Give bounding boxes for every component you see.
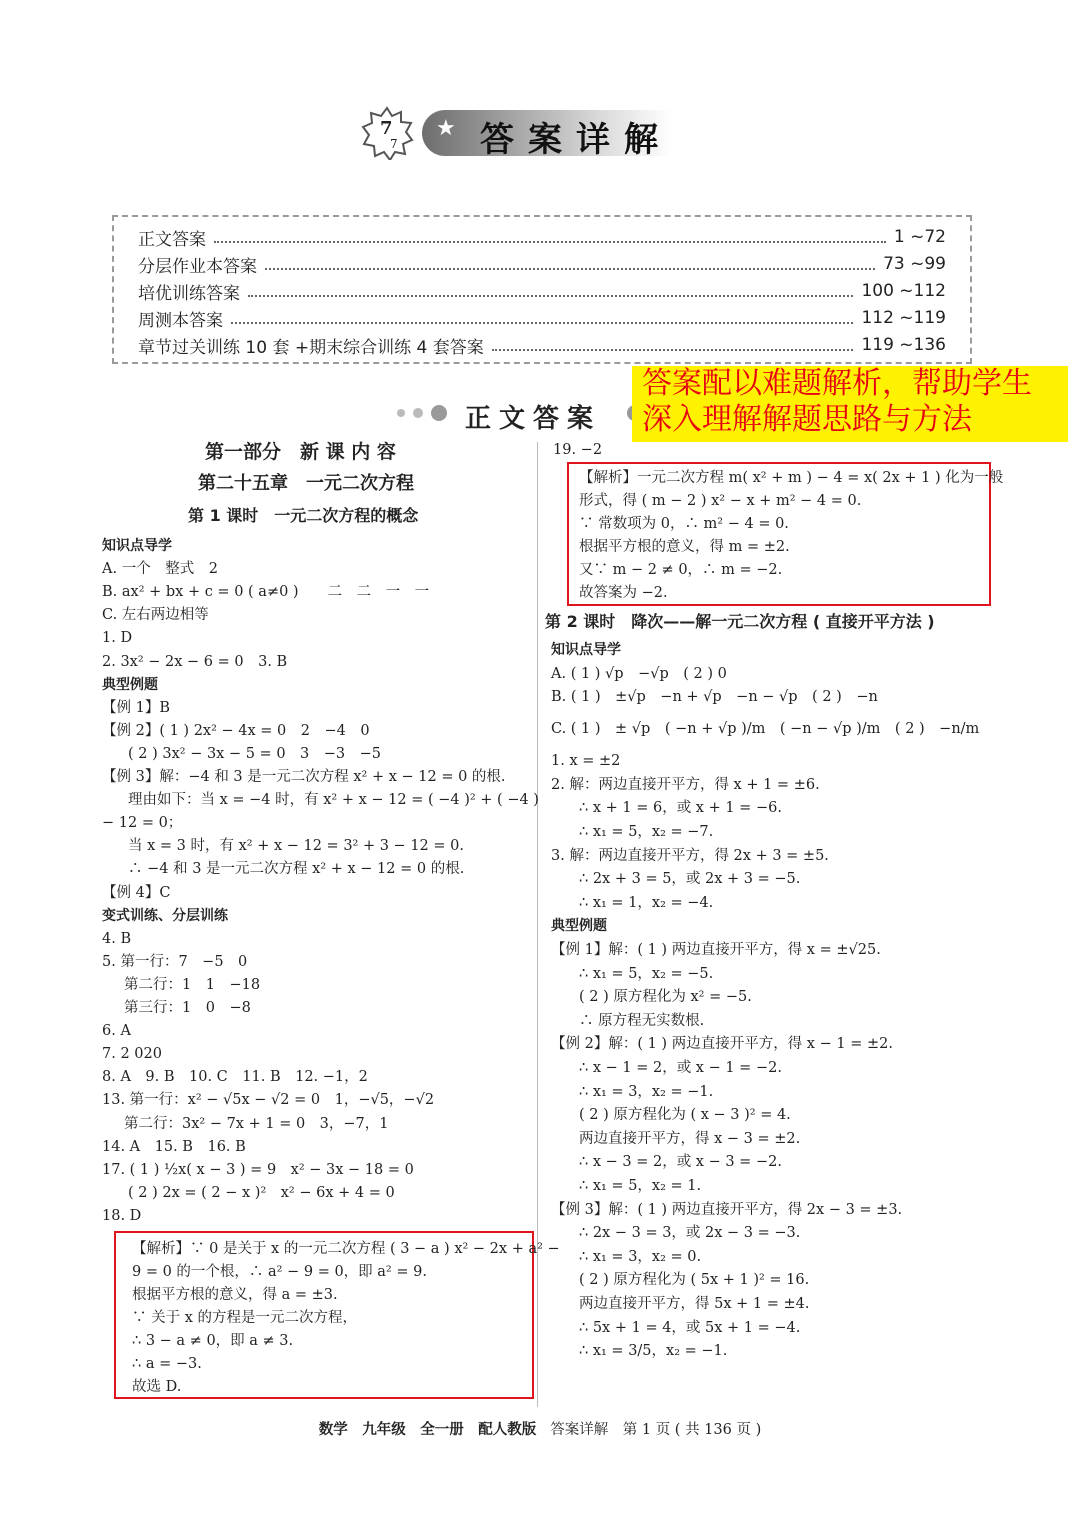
answer-line: 【例 2】解：( 1 ) 两边直接开平方，得 x − 1 = ±2. <box>551 1036 893 1053</box>
toc-leader <box>248 285 853 297</box>
subsection-title: 变式训练、分层训练 <box>102 907 228 924</box>
answer-line: C. 左右两边相等 <box>102 607 209 624</box>
answer-line: ∴ x₁ = 5，x₂ = −5. <box>579 965 714 982</box>
answer-line: 5. 第一行：7 −5 0 <box>102 953 248 970</box>
answer-line: 13. 第一行：x² − √5x − √2 = 0 1，−√5，−√2 <box>102 1092 435 1109</box>
answer-line: 3. 解：两边直接开平方，得 2x + 3 = ±5. <box>551 847 829 864</box>
answer-line: 19. −2 <box>553 442 603 458</box>
toc-leader <box>231 312 853 324</box>
toc-row <box>138 333 946 357</box>
answer-line: ( 2 ) 原方程化为 x² = −5. <box>579 989 752 1006</box>
answer-line: ( 2 ) 2x = ( 2 − x )² x² − 6x + 4 = 0 <box>128 1184 395 1201</box>
page-footer <box>0 1418 1080 1439</box>
answer-line: ∴ 5x + 1 = 4，或 5x + 1 = −4. <box>579 1319 801 1336</box>
answer-line: 第三行：1 0 −8 <box>124 1000 251 1016</box>
answer-line: 【例 1】解：( 1 ) 两边直接开平方，得 x = ±√25. <box>551 942 881 958</box>
toc-row <box>138 279 946 303</box>
answer-line: 【例 2】( 1 ) 2x² − 4x = 0 2 −4 0 <box>102 722 370 739</box>
highlight-line-1: 答案配以难题解析，帮助学生 <box>642 366 1032 401</box>
answer-line: 理由如下：当 x = −4 时，有 x² + x − 12 = ( −4 )² + ( −4 ) <box>128 792 539 809</box>
table-of-contents <box>112 215 972 364</box>
answer-line: ∴ 原方程无实数根. <box>579 1012 705 1029</box>
analysis-line: 形式，得 ( m − 2 ) x² − x + m² − 4 = 0. <box>579 493 862 509</box>
analysis-line: 又∵ m − 2 ≠ 0，∴ m = −2. <box>579 562 783 578</box>
answer-line: ( 2 ) 3x² − 3x − 5 = 0 3 −3 −5 <box>128 745 382 762</box>
toc-leader <box>492 339 854 351</box>
toc-row <box>138 306 946 330</box>
answer-line: 【例 1】B <box>102 699 170 716</box>
seal-badge-icon <box>360 106 414 160</box>
toc-label: 周测本答案 <box>138 310 223 331</box>
answer-line: ∴ x₁ = 3，x₂ = 0. <box>579 1248 702 1265</box>
answer-line: 两边直接开平方，得 5x + 1 = ±4. <box>579 1296 810 1312</box>
toc-pages: 1 ~72 <box>893 227 946 247</box>
answer-line: ∴ 2x + 3 = 5，或 2x + 3 = −5. <box>579 871 801 888</box>
lesson-title: 第 1 课时 一元二次方程的概念 <box>188 506 419 525</box>
analysis-line: 故选 D. <box>132 1379 182 1395</box>
answer-line: 8. A 9. B 10. C 11. B 12. −1，2 <box>102 1069 368 1086</box>
badge-bottom-digit: 7 <box>390 137 398 151</box>
toc-pages: 73 ~99 <box>883 254 946 274</box>
answer-line: 当 x = 3 时，有 x² + x − 12 = 3² + 3 − 12 = 0. <box>128 838 464 855</box>
toc-pages: 119 ~136 <box>861 335 946 355</box>
lesson-title: 第 2 课时 降次——解一元二次方程 ( 直接开平方法 ) <box>545 612 935 631</box>
toc-leader <box>265 258 875 270</box>
answer-line: 两边直接开平方，得 x − 3 = ±2. <box>579 1130 801 1147</box>
analysis-box <box>114 1231 560 1399</box>
footer-info: 答案详解 第 1 页 ( 共 136 页 ) <box>550 1422 762 1438</box>
analysis-line: 【解析】∵ 0 是关于 x 的一元二次方程 ( 3 − a ) x² − 2x + a² − <box>132 1241 560 1257</box>
answer-line: ( 2 ) 原方程化为 ( 5x + 1 )² = 16. <box>579 1272 810 1289</box>
answer-line: 1. D <box>102 630 133 647</box>
chapter-title: 第二十五章 一元二次方程 <box>198 473 414 494</box>
answer-line: ∴ x₁ = 1，x₂ = −4. <box>579 894 714 911</box>
answer-line: 【例 3】解：( 1 ) 两边直接开平方，得 2x − 3 = ±3. <box>551 1201 903 1218</box>
answer-line: A. 一个 整式 2 <box>102 561 218 578</box>
answer-line: 7. 2 020 <box>102 1046 162 1063</box>
answer-line: 第二行：1 1 −18 <box>124 976 261 993</box>
answer-line: 【例 4】C <box>102 884 171 901</box>
answer-line: 17. ( 1 ) ½x( x − 3 ) = 9 x² − 3x − 18 = 0 <box>102 1161 414 1178</box>
answer-line: ∴ 2x − 3 = 3，或 2x − 3 = −3. <box>579 1225 801 1242</box>
toc-row <box>138 252 946 276</box>
answer-line: A. ( 1 ) √p −√p ( 2 ) 0 <box>551 665 727 682</box>
analysis-line: ∵ 关于 x 的方程是一元二次方程， <box>132 1310 358 1326</box>
toc-label: 培优训练答案 <box>138 283 240 304</box>
analysis-line: 根据平方根的意义，得 a = ±3. <box>132 1287 338 1303</box>
answer-line: B. ax² + bx + c = 0 ( a≠0 ) 二 二 一 一 <box>102 584 430 601</box>
answer-line: ∴ x₁ = 5，x₂ = −7. <box>579 824 714 840</box>
answer-line: ∴ x − 3 = 2，或 x − 3 = −2. <box>579 1154 782 1171</box>
answer-line: 14. A 15. B 16. B <box>102 1138 246 1155</box>
toc-row <box>138 225 946 249</box>
analysis-line: 【解析】一元二次方程 m( x² + m ) − 4 = x( 2x + 1 ) 化为一般 <box>579 470 1004 486</box>
star-icon: ★ <box>436 116 456 141</box>
part-title: 第一部分 新 课 内 容 <box>205 441 396 463</box>
answer-line: 6. A <box>102 1023 131 1040</box>
toc-label: 正文答案 <box>138 229 206 250</box>
answer-line: 4. B <box>102 930 132 947</box>
analysis-line: 故答案为 −2. <box>579 585 668 601</box>
answer-line: B. ( 1 ) ±√p −n + √p −n − √p ( 2 ) −n <box>551 689 878 706</box>
toc-label: 分层作业本答案 <box>138 256 257 277</box>
answer-line: ∴ x + 1 = 6，或 x + 1 = −6. <box>579 800 782 817</box>
answer-line: 2. 解：两边直接开平方，得 x + 1 = ±6. <box>551 776 820 793</box>
answer-line: 18. D <box>102 1207 142 1224</box>
answer-line: ∴ −4 和 3 是一元二次方程 x² + x − 12 = 0 的根. <box>128 861 465 878</box>
answer-header <box>360 98 690 168</box>
answer-line: ∴ x₁ = 5，x₂ = 1. <box>579 1178 702 1194</box>
footer-subject: 数学 九年级 全一册 配人教版 <box>318 1421 537 1438</box>
subsection-title: 典型例题 <box>102 676 158 693</box>
subsection-title: 典型例题 <box>551 918 607 935</box>
toc-label: 章节过关训练 10 套 +期末综合训练 4 套答案 <box>138 337 484 358</box>
toc-pages: 100 ~112 <box>861 281 946 301</box>
toc-leader <box>214 231 886 243</box>
section-title: 正文答案 <box>465 404 602 434</box>
subsection-title: 知识点导学 <box>551 642 621 658</box>
answer-line: − 12 = 0； <box>102 815 183 832</box>
column-divider <box>537 442 538 1407</box>
analysis-line: ∴ a = −3. <box>132 1356 202 1372</box>
analysis-line: 9 = 0 的一个根，∴ a² − 9 = 0，即 a² = 9. <box>132 1264 427 1280</box>
answer-line: ∴ x − 1 = 2，或 x − 1 = −2. <box>579 1060 782 1076</box>
answer-line: ( 2 ) 原方程化为 ( x − 3 )² = 4. <box>579 1107 791 1124</box>
answer-line: C. ( 1 ) ± √p ( −n + √p )/m ( −n − √p )/m ( 2 ) −n/m <box>551 721 980 738</box>
answer-line: 第二行：3x² − 7x + 1 = 0 3，−7，1 <box>124 1115 389 1132</box>
highlight-line-2: 深入理解解题思路与方法 <box>642 402 972 437</box>
subsection-title: 知识点导学 <box>102 538 172 554</box>
analysis-line: 根据平方根的意义，得 m = ±2. <box>579 539 790 555</box>
toc-pages: 112 ~119 <box>861 308 946 328</box>
answer-line: ∴ x₁ = 3/5，x₂ = −1. <box>579 1343 728 1360</box>
answer-line: 【例 3】解：−4 和 3 是一元二次方程 x² + x − 12 = 0 的根. <box>102 769 506 785</box>
analysis-line: ∴ 3 − a ≠ 0，即 a ≠ 3. <box>132 1333 294 1349</box>
answer-line: 2. 3x² − 2x − 6 = 0 3. B <box>102 653 288 670</box>
analysis-box <box>567 462 1004 606</box>
badge-top-digit: 7 <box>380 118 393 139</box>
answer-line: 1. x = ±2 <box>551 753 621 770</box>
answer-line: ∴ x₁ = 3，x₂ = −1. <box>579 1083 714 1100</box>
highlight-note <box>632 366 1068 442</box>
analysis-line: ∵ 常数项为 0，∴ m² − 4 = 0. <box>579 516 789 532</box>
page-title: 答案详解 <box>480 120 672 160</box>
